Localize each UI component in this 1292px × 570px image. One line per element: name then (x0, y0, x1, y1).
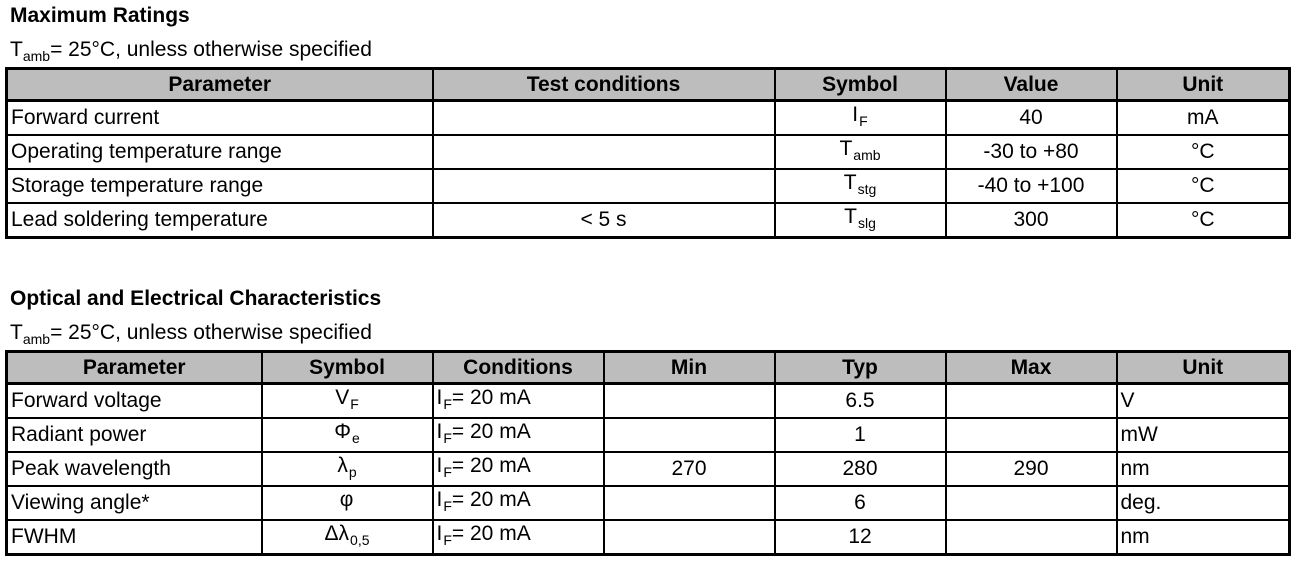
table-row (7, 520, 1290, 555)
max-ratings-table (5, 67, 1291, 239)
symbol (437, 420, 531, 450)
parameter-cell: Storage temperature range (7, 169, 433, 203)
typ-cell: 280 (775, 452, 946, 486)
unit-cell: mW (1117, 418, 1290, 452)
symbol (337, 454, 356, 484)
max-cell (946, 384, 1117, 419)
max-ratings-title: Maximum Ratings (10, 4, 190, 27)
symbol-subscript: e (351, 430, 360, 446)
symbol-base: I (436, 522, 443, 545)
value-cell: 40 (946, 101, 1117, 136)
symbol-subscript: p (348, 464, 357, 480)
condition-symbol: T (10, 38, 23, 61)
symbol-subscript: F (443, 498, 452, 514)
test-conditions-cell (433, 135, 775, 169)
conditions-cell (433, 520, 604, 555)
unit-cell: nm (1117, 520, 1290, 555)
symbol-subscript: F (859, 113, 868, 129)
condition-value: = 20 mA (451, 420, 531, 443)
symbol-cell (262, 418, 433, 452)
header-parameter: Parameter (7, 69, 433, 101)
max-cell (946, 486, 1117, 520)
parameter-cell: FWHM (7, 520, 262, 555)
symbol-base: T (843, 171, 857, 194)
condition-text: = 25°C, unless otherwise specified (50, 321, 372, 344)
header-min: Min (604, 352, 775, 384)
table-header-row (7, 352, 1290, 384)
typ-cell: 12 (775, 520, 946, 555)
symbol-cell (775, 203, 946, 238)
test-conditions-cell: < 5 s (433, 203, 775, 238)
symbol-cell (262, 384, 433, 419)
header-unit: Unit (1117, 352, 1290, 384)
symbol (335, 386, 359, 416)
symbol (844, 171, 877, 201)
header-typ: Typ (775, 352, 946, 384)
unit-cell: °C (1117, 169, 1290, 203)
symbol (852, 103, 867, 133)
typ-cell: 6 (775, 486, 946, 520)
header-test-conditions: Test conditions (433, 69, 775, 101)
parameter-cell: Operating temperature range (7, 135, 433, 169)
symbol-base: T (839, 137, 853, 160)
symbol-base: I (436, 386, 443, 409)
symbol-subscript: F (443, 532, 452, 548)
header-unit: Unit (1117, 69, 1290, 101)
conditions-cell (433, 452, 604, 486)
table-row (7, 203, 1290, 238)
symbol-base: I (436, 488, 443, 511)
symbol-base: V (335, 386, 350, 409)
value-cell: -30 to +80 (946, 135, 1117, 169)
unit-cell: °C (1117, 135, 1290, 169)
symbol-cell (775, 101, 946, 136)
conditions-cell (433, 418, 604, 452)
min-cell (604, 486, 775, 520)
symbol-base: I (436, 420, 443, 443)
test-conditions-cell (433, 169, 775, 203)
unit-cell: V (1117, 384, 1290, 419)
table-header-row (7, 69, 1290, 101)
header-conditions: Conditions (433, 352, 604, 384)
symbol-subscript: F (350, 396, 359, 412)
table-row (7, 384, 1290, 419)
condition-symbol: T (10, 321, 23, 344)
header-symbol: Symbol (775, 69, 946, 101)
symbol-cell (775, 135, 946, 169)
test-conditions-cell (433, 101, 775, 136)
condition-value: = 20 mA (451, 454, 531, 477)
symbol (334, 420, 360, 450)
symbol-base: I (852, 103, 859, 126)
symbol-base: Δλ (324, 522, 350, 545)
parameter-cell: Forward voltage (7, 384, 262, 419)
symbol-cell (262, 452, 433, 486)
condition-value: = 20 mA (451, 386, 531, 409)
header-max: Max (946, 352, 1117, 384)
symbol-base: φ (339, 488, 354, 511)
condition-value: = 20 mA (451, 488, 531, 511)
symbol-subscript: amb (853, 147, 881, 163)
parameter-cell: Lead soldering temperature (7, 203, 433, 238)
parameter-cell: Peak wavelength (7, 452, 262, 486)
typ-cell: 6.5 (775, 384, 946, 419)
symbol (839, 137, 880, 167)
symbol-base: I (436, 454, 443, 477)
symbol (340, 488, 355, 518)
symbol (437, 454, 531, 484)
parameter-cell: Viewing angle* (7, 486, 262, 520)
unit-cell: nm (1117, 452, 1290, 486)
header-parameter: Parameter (7, 352, 262, 384)
optical-electrical-table (5, 350, 1291, 556)
symbol-base: T (844, 205, 857, 228)
max-ratings-condition (10, 38, 372, 68)
value-cell: 300 (946, 203, 1117, 238)
optical-electrical-title: Optical and Electrical Characteristics (10, 287, 382, 310)
min-cell (604, 384, 775, 419)
max-cell (946, 520, 1117, 555)
table-row (7, 486, 1290, 520)
conditions-cell (433, 384, 604, 419)
symbol-subscript: F (443, 396, 452, 412)
optical-electrical-condition (10, 321, 372, 351)
symbol-subscript: 0,5 (350, 532, 370, 548)
min-cell: 270 (604, 452, 775, 486)
unit-cell: mA (1117, 101, 1290, 136)
symbol-subscript: slg (857, 215, 876, 231)
symbol (844, 205, 876, 235)
value-cell: -40 to +100 (946, 169, 1117, 203)
max-cell: 290 (946, 452, 1117, 486)
condition-symbol-sub: amb (22, 48, 51, 64)
symbol (325, 522, 370, 552)
table-row (7, 418, 1290, 452)
symbol (437, 488, 531, 518)
header-value: Value (946, 69, 1117, 101)
typ-cell: 1 (775, 418, 946, 452)
parameter-cell: Radiant power (7, 418, 262, 452)
header-symbol: Symbol (262, 352, 433, 384)
symbol-cell (262, 520, 433, 555)
symbol-subscript: stg (857, 181, 877, 197)
symbol (437, 386, 531, 416)
symbol-cell (262, 486, 433, 520)
parameter-cell: Forward current (7, 101, 433, 136)
condition-text: = 25°C, unless otherwise specified (50, 38, 372, 61)
conditions-cell (433, 486, 604, 520)
symbol-base: λ (337, 454, 348, 477)
symbol-subscript: F (443, 430, 452, 446)
symbol (437, 522, 531, 552)
table-row (7, 169, 1290, 203)
min-cell (604, 520, 775, 555)
unit-cell: °C (1117, 203, 1290, 238)
symbol-cell (775, 169, 946, 203)
symbol-subscript: F (443, 464, 452, 480)
min-cell (604, 418, 775, 452)
table-row (7, 452, 1290, 486)
table-row (7, 101, 1290, 136)
table-row (7, 135, 1290, 169)
condition-symbol-sub: amb (22, 331, 51, 347)
symbol-base: Φ (334, 420, 351, 443)
unit-cell: deg. (1117, 486, 1290, 520)
condition-value: = 20 mA (451, 522, 531, 545)
max-cell (946, 418, 1117, 452)
